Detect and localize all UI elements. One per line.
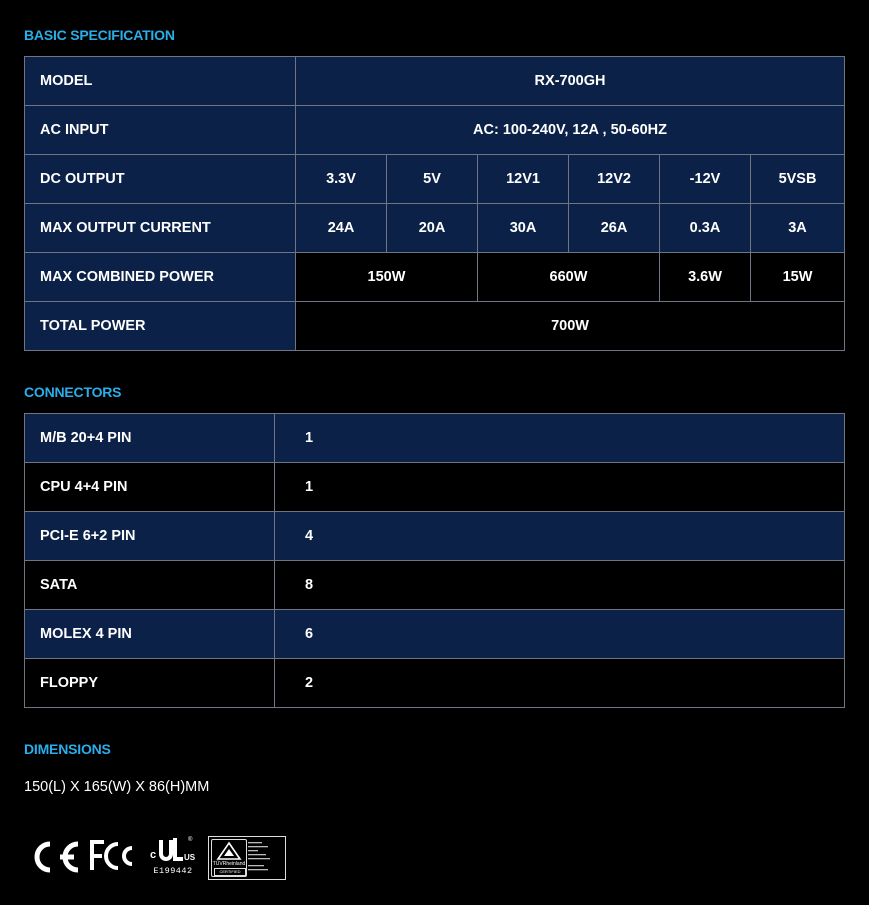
dc-output-cell: 5VSB — [751, 155, 845, 204]
spec-label-model: MODEL — [25, 57, 296, 106]
dimensions-title: DIMENSIONS — [24, 741, 111, 757]
spec-label-max-combined-power: MAX COMBINED POWER — [25, 253, 296, 302]
spec-label-max-output-current: MAX OUTPUT CURRENT — [25, 204, 296, 253]
max-current-cell: 0.3A — [660, 204, 751, 253]
svg-text:US: US — [184, 853, 196, 862]
dc-output-cell: -12V — [660, 155, 751, 204]
max-current-cell: 3A — [751, 204, 845, 253]
tuv-certified-badge: CERTIFIED — [214, 868, 246, 876]
connector-label: CPU 4+4 PIN — [25, 463, 275, 512]
connectors-title: CONNECTORS — [24, 384, 122, 400]
connector-count: 1 — [275, 414, 845, 463]
max-current-cell: 20A — [387, 204, 478, 253]
svg-text:®: ® — [188, 837, 193, 843]
dc-output-cell: 12V2 — [569, 155, 660, 204]
spec-value-model: RX-700GH — [296, 57, 845, 106]
connector-label: PCI-E 6+2 PIN — [25, 512, 275, 561]
dc-output-cell: 5V — [387, 155, 478, 204]
spec-label-total-power: TOTAL POWER — [25, 302, 296, 351]
combined-power-cell: 3.6W — [660, 253, 751, 302]
connector-count: 4 — [275, 512, 845, 561]
connectors-table — [24, 413, 845, 708]
spec-value-ac-input: AC: 100-240V, 12A , 50-60HZ — [296, 106, 845, 155]
connector-count: 1 — [275, 463, 845, 512]
combined-power-cell: 660W — [478, 253, 660, 302]
connector-row — [25, 414, 845, 463]
spec-row-model — [25, 57, 845, 106]
basic-spec-title: BASIC SPECIFICATION — [24, 27, 175, 43]
max-current-cell: 24A — [296, 204, 387, 253]
connector-count: 8 — [275, 561, 845, 610]
dc-output-cell: 12V1 — [478, 155, 569, 204]
fcc-logo-icon — [88, 830, 140, 882]
connector-row — [25, 561, 845, 610]
connector-count: 6 — [275, 610, 845, 659]
connector-label: MOLEX 4 PIN — [25, 610, 275, 659]
connector-row — [25, 610, 845, 659]
dc-output-cell: 3.3V — [296, 155, 387, 204]
connector-row — [25, 512, 845, 561]
spec-row-total-power — [25, 302, 845, 351]
tuv-rheinland-logo-icon — [208, 836, 286, 880]
dimensions-value: 150(L) X 165(W) X 86(H)MM — [24, 779, 210, 795]
svg-text:c: c — [150, 849, 157, 861]
max-current-cell: 26A — [569, 204, 660, 253]
ul-file-number: E199442 — [153, 866, 193, 876]
combined-power-cell: 15W — [751, 253, 845, 302]
connector-label: FLOPPY — [25, 659, 275, 708]
max-current-cell: 30A — [478, 204, 569, 253]
ce-mark-icon — [26, 841, 80, 873]
connector-row — [25, 659, 845, 708]
spec-row-ac-input — [25, 106, 845, 155]
tuv-brand-text: TÜVRheinland — [212, 861, 246, 867]
spec-row-dc-output — [25, 155, 845, 204]
connector-count: 2 — [275, 659, 845, 708]
spec-row-max-combined-power — [25, 253, 845, 302]
connector-label: SATA — [25, 561, 275, 610]
spec-label-dc-output: DC OUTPUT — [25, 155, 296, 204]
combined-power-cell: 150W — [296, 253, 478, 302]
spec-label-ac-input: AC INPUT — [25, 106, 296, 155]
basic-spec-table — [24, 56, 845, 351]
connector-row — [25, 463, 845, 512]
spec-value-total-power: 700W — [296, 302, 845, 351]
cul-us-logo-icon — [148, 830, 198, 882]
connector-label: M/B 20+4 PIN — [25, 414, 275, 463]
spec-row-max-output-current — [25, 204, 845, 253]
